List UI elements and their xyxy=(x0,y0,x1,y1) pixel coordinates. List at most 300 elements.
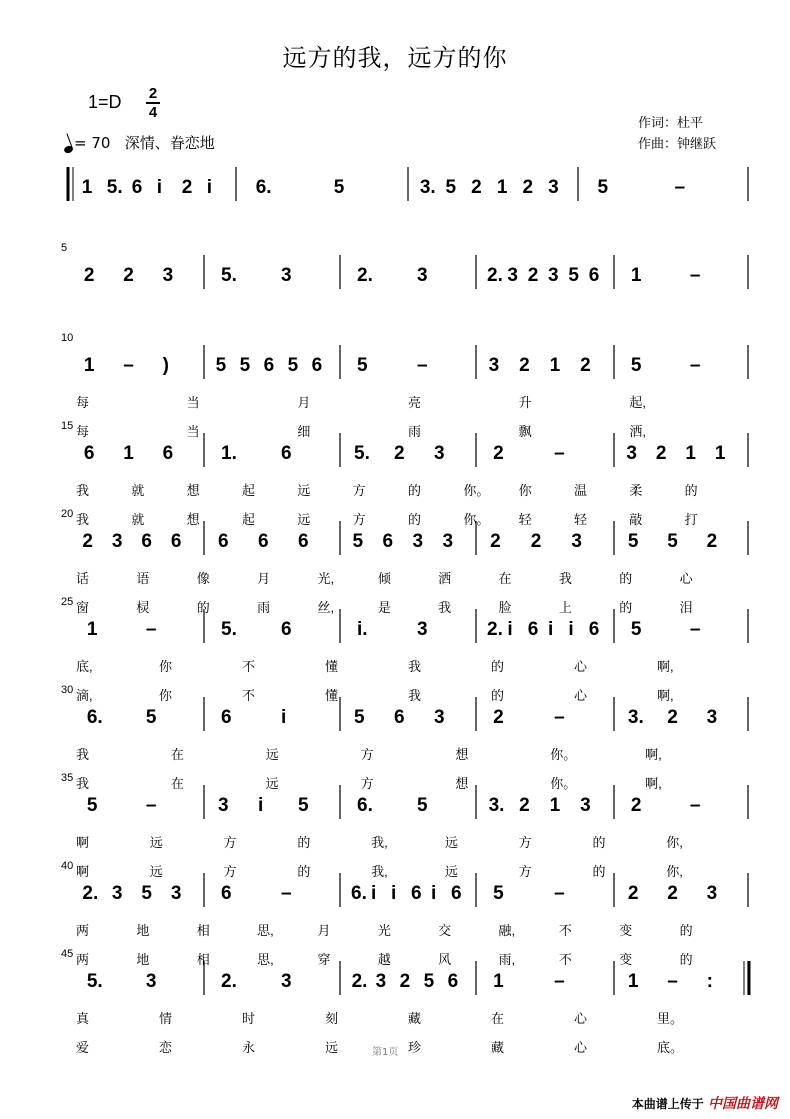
lyric-syllable: 远 xyxy=(297,512,311,527)
lyric-syllable: 底。 xyxy=(657,1040,684,1055)
note: 3 xyxy=(706,883,718,904)
note: 1. xyxy=(221,443,237,464)
note: 6 xyxy=(258,531,269,552)
note: 5 xyxy=(287,355,299,376)
lyric-syllable: 在 xyxy=(498,571,512,586)
note: 5 xyxy=(298,795,309,816)
note: i xyxy=(431,883,437,904)
lyric-syllable: 倾 xyxy=(377,571,391,586)
note: i xyxy=(206,177,213,198)
note: 6. xyxy=(357,795,373,816)
note: ) xyxy=(162,355,169,376)
note: 3 xyxy=(162,265,174,286)
note: i xyxy=(568,619,574,640)
lyric-syllable: 方 xyxy=(223,864,237,879)
note: 2. xyxy=(357,265,373,286)
lyric-syllable: 的 xyxy=(679,923,693,938)
note: 6 xyxy=(170,531,182,552)
note: i xyxy=(371,883,377,904)
note: 3 xyxy=(571,531,583,552)
note: 3 xyxy=(281,971,292,992)
lyric-syllable: 真 xyxy=(76,1011,90,1026)
lyric-syllable: 时 xyxy=(242,1011,256,1026)
measure-number: 35 xyxy=(61,772,74,784)
lyric-syllable: 你。 xyxy=(550,776,577,791)
footer-text: 本曲谱上传于 xyxy=(631,1097,704,1111)
measure-number: 20 xyxy=(61,508,74,520)
lyric-syllable: 每 xyxy=(76,424,90,439)
note: 5 xyxy=(423,971,435,992)
lyric-syllable: 语 xyxy=(136,571,150,586)
lyric-syllable: 啊, xyxy=(645,747,662,762)
note: 3 xyxy=(170,883,182,904)
lyric-syllable: 的 xyxy=(196,600,210,615)
lyric-syllable: 的 xyxy=(297,835,311,850)
note: – xyxy=(689,619,701,640)
lyric-syllable: 每 xyxy=(76,395,90,410)
page-number: 第1页 xyxy=(372,1047,399,1058)
lyric-syllable: 起 xyxy=(242,483,256,498)
lyric-syllable: 珍 xyxy=(408,1040,422,1055)
lyric-syllable: 泪 xyxy=(679,600,693,615)
lyric-syllable: 不 xyxy=(242,659,256,674)
note: – xyxy=(689,795,701,816)
lyric-syllable: 升 xyxy=(518,395,532,410)
lyric-syllable: 起 xyxy=(242,512,256,527)
note: 2 xyxy=(630,795,642,816)
note: 5 xyxy=(357,355,368,376)
lyric-syllable: 的 xyxy=(491,659,505,674)
note: 5 xyxy=(493,883,504,904)
lyric-syllable: 思, xyxy=(257,952,274,967)
lyric-syllable: 的 xyxy=(619,600,633,615)
lyric-syllable: 我, xyxy=(371,835,388,850)
lyric-syllable: 变 xyxy=(619,923,633,938)
note: i xyxy=(258,795,264,816)
lyric-syllable: 丝, xyxy=(317,600,335,615)
lyric-syllable: 穿 xyxy=(317,952,331,967)
lyric-syllable: 相 xyxy=(196,923,210,938)
lyric-syllable: 心 xyxy=(574,1011,588,1026)
note: – xyxy=(554,883,565,904)
lyric-syllable: 你 xyxy=(159,688,173,703)
lyric-syllable: 融, xyxy=(498,923,516,938)
note: 6 xyxy=(281,619,292,640)
lyric-syllable: 的 xyxy=(408,512,422,527)
note: 2 xyxy=(181,177,193,198)
lyric-syllable: 起, xyxy=(629,395,646,410)
lyric-syllable: 交 xyxy=(438,923,452,938)
note: 5 xyxy=(86,795,98,816)
note: 3. xyxy=(488,795,505,816)
note: 3 xyxy=(417,619,428,640)
lyric-syllable: 月 xyxy=(257,571,271,586)
lyric-syllable: 的 xyxy=(491,688,505,703)
note: 1 xyxy=(81,177,93,198)
note: 2 xyxy=(530,531,542,552)
note: – xyxy=(674,177,686,198)
note: 3 xyxy=(580,795,591,816)
note: 3 xyxy=(412,531,424,552)
note: 1 xyxy=(630,265,642,286)
note: 2 xyxy=(706,531,718,552)
note: 3 xyxy=(218,795,229,816)
note: – xyxy=(554,707,565,728)
measure-number: 10 xyxy=(61,332,74,344)
lyric-syllable: 打 xyxy=(684,512,698,527)
note: 1 xyxy=(496,177,508,198)
lyric-syllable: 你。 xyxy=(463,512,490,527)
lyric-syllable: 你 xyxy=(159,659,173,674)
lyric-syllable: 变 xyxy=(619,952,633,967)
note: i xyxy=(281,707,287,728)
lyric-syllable: 方 xyxy=(352,483,366,498)
note: 6 xyxy=(218,531,229,552)
note: 3 xyxy=(507,265,518,286)
lyric-syllable: 我 xyxy=(408,688,422,703)
lyric-syllable: 温 xyxy=(574,483,588,498)
lyric-syllable: 我 xyxy=(76,512,90,527)
lyric-syllable: 在 xyxy=(170,747,184,762)
lyric-syllable: 啊, xyxy=(657,688,674,703)
lyric-syllable: 我 xyxy=(408,659,422,674)
lyric-syllable: 心 xyxy=(574,659,588,674)
note: 6 xyxy=(298,531,309,552)
lyric-syllable: 是 xyxy=(377,600,391,615)
lyric-syllable: 远 xyxy=(444,864,458,879)
lyric-syllable: 两 xyxy=(76,952,90,967)
lyric-syllable: 远 xyxy=(265,747,279,762)
note: 1 xyxy=(549,795,561,816)
lyric-syllable: 雨, xyxy=(498,952,516,967)
lyric-syllable: 你。 xyxy=(550,747,577,762)
lyric-syllable: 啊 xyxy=(76,835,90,850)
lyric-syllable: 轻 xyxy=(518,512,532,527)
lyric-syllable: 洒, xyxy=(629,424,646,439)
lyric-syllable: 底, xyxy=(76,659,93,674)
note: 3 xyxy=(442,531,454,552)
note: 2 xyxy=(580,355,591,376)
note: 2 xyxy=(123,265,134,286)
note: – xyxy=(689,265,701,286)
lyric-syllable: 你, xyxy=(666,835,683,850)
lyric-syllable: 我 xyxy=(558,571,572,586)
lyric-syllable: 洒 xyxy=(438,571,452,586)
note: 2 xyxy=(493,707,504,728)
lyric-syllable: 想 xyxy=(186,512,200,527)
note: 5. xyxy=(106,177,123,198)
note: 3 xyxy=(548,265,559,286)
note: 6 xyxy=(311,355,323,376)
note: 2 xyxy=(394,443,405,464)
note: 5. xyxy=(221,265,237,286)
lyric-syllable: 像 xyxy=(196,571,210,586)
note: 2. xyxy=(82,883,99,904)
note: 2 xyxy=(493,443,504,464)
note: 6 xyxy=(588,265,600,286)
lyric-syllable: 想 xyxy=(455,776,469,791)
lyric-syllable: 里。 xyxy=(657,1011,684,1026)
note: i. xyxy=(357,619,368,640)
expression-text: 深情、眷恋地 xyxy=(124,134,215,152)
note: 3 xyxy=(706,707,718,728)
note: 5. xyxy=(221,619,237,640)
lyric-syllable: 我 xyxy=(76,776,90,791)
note: 6 xyxy=(221,707,232,728)
note: 6 xyxy=(411,883,422,904)
note: 3 xyxy=(111,531,123,552)
note: 1 xyxy=(86,619,98,640)
lyric-syllable: 啊, xyxy=(657,659,674,674)
note: 2 xyxy=(655,443,667,464)
lyric-syllable: 的 xyxy=(592,864,606,879)
lyric-syllable: 心 xyxy=(574,1040,588,1055)
meter-bottom: 4 xyxy=(148,104,158,121)
note: 3 xyxy=(626,443,638,464)
measure-number: 30 xyxy=(61,684,74,696)
note: 6 xyxy=(527,619,539,640)
lyric-syllable: 的 xyxy=(592,835,606,850)
lyric-syllable: 懂 xyxy=(325,659,339,674)
lyric-syllable: 的 xyxy=(619,571,633,586)
note: 3 xyxy=(281,265,292,286)
note: 3 xyxy=(111,883,123,904)
lyric-syllable: 不 xyxy=(242,688,256,703)
note: 2 xyxy=(667,883,678,904)
lyric-syllable: 的 xyxy=(297,864,311,879)
lyric-syllable: 方 xyxy=(223,835,237,850)
note: 2. xyxy=(221,971,237,992)
note: 5 xyxy=(445,177,457,198)
lyric-syllable: 恋 xyxy=(159,1040,173,1055)
measure-number: 40 xyxy=(61,860,74,872)
lyric-syllable: 月 xyxy=(317,923,331,938)
lyric-syllable: 当 xyxy=(186,395,200,410)
lyric-syllable: 远 xyxy=(149,864,163,879)
lyric-syllable: 藏 xyxy=(408,1011,422,1026)
meter-top: 2 xyxy=(148,85,158,102)
lyric-syllable: 想 xyxy=(455,747,469,762)
note: 5 xyxy=(239,355,251,376)
note: 2 xyxy=(519,795,530,816)
note: 2 xyxy=(519,355,530,376)
lyric-syllable: 的 xyxy=(408,483,422,498)
lyricist-credit: 作词：杜平 xyxy=(638,116,704,131)
page-title: 远方的我，远方的你 xyxy=(282,44,508,72)
note: 2 xyxy=(83,265,95,286)
note: – xyxy=(417,355,428,376)
note: – xyxy=(145,795,157,816)
lyric-syllable: 窗 xyxy=(76,600,90,615)
lyric-syllable: 远 xyxy=(149,835,163,850)
note: 3 xyxy=(434,707,445,728)
note: 5 xyxy=(352,531,364,552)
note: i xyxy=(391,883,397,904)
lyric-syllable: 思, xyxy=(257,923,274,938)
note: 5 xyxy=(667,531,678,552)
note: i xyxy=(548,619,554,640)
lyric-syllable: 相 xyxy=(196,952,210,967)
note: 2. xyxy=(487,619,503,640)
lyric-syllable: 滴, xyxy=(76,688,93,703)
lyric-syllable: 上 xyxy=(558,600,572,615)
note: 6. xyxy=(351,883,367,904)
note: 6 xyxy=(588,619,600,640)
lyric-syllable: 光 xyxy=(377,923,391,938)
lyric-syllable: 远 xyxy=(265,776,279,791)
note: 5. xyxy=(354,443,370,464)
note: – xyxy=(667,971,678,992)
note: 5 xyxy=(597,177,609,198)
lyric-syllable: 不 xyxy=(558,952,572,967)
key-signature: 1=D xyxy=(88,92,122,112)
note: 5 xyxy=(354,707,365,728)
lyric-syllable: 的 xyxy=(684,483,698,498)
lyric-syllable: 在 xyxy=(491,1011,505,1026)
lyric-syllable: 雨 xyxy=(408,424,422,439)
lyric-syllable: 方 xyxy=(518,835,532,850)
lyric-syllable: 爱 xyxy=(76,1040,90,1055)
lyric-syllable: 的 xyxy=(679,952,693,967)
lyric-syllable: 心 xyxy=(679,571,693,586)
note: 6 xyxy=(447,971,459,992)
note: 3 xyxy=(145,971,157,992)
lyric-syllable: 想 xyxy=(186,483,200,498)
note: 6. xyxy=(255,177,272,198)
note: 1 xyxy=(549,355,561,376)
tempo-value: = 70 xyxy=(74,134,111,152)
lyric-syllable: 越 xyxy=(377,952,391,967)
lyric-syllable: 藏 xyxy=(491,1040,505,1055)
note: 3 xyxy=(417,265,428,286)
note: – xyxy=(281,883,292,904)
composer-credit: 作曲：钟继跃 xyxy=(638,137,717,152)
lyric-syllable: 你。 xyxy=(463,483,490,498)
lyric-syllable: 两 xyxy=(76,923,90,938)
note: 6 xyxy=(83,443,95,464)
lyric-syllable: 你, xyxy=(666,864,683,879)
lyric-syllable: 地 xyxy=(136,923,150,938)
note: 2 xyxy=(527,265,539,286)
measure-number: 5 xyxy=(61,242,68,254)
note: – xyxy=(145,619,157,640)
note: 2. xyxy=(351,971,368,992)
note: 2. xyxy=(487,265,503,286)
note: 5 xyxy=(145,707,157,728)
note: i xyxy=(156,177,163,198)
note: – xyxy=(554,971,565,992)
lyric-syllable: 就 xyxy=(131,483,145,498)
note: 6 xyxy=(221,883,232,904)
lyric-syllable: 敲 xyxy=(629,512,643,527)
lyric-syllable: 刻 xyxy=(325,1011,339,1026)
lyric-syllable: 风 xyxy=(438,952,452,967)
lyric-syllable: 心 xyxy=(574,688,588,703)
lyric-syllable: 远 xyxy=(444,835,458,850)
note: 5 xyxy=(215,355,227,376)
lyric-syllable: 永 xyxy=(242,1040,256,1055)
lyric-syllable: 懂 xyxy=(325,688,339,703)
lyric-syllable: 远 xyxy=(325,1040,339,1055)
note: 1 xyxy=(83,355,95,376)
note: 6 xyxy=(162,443,174,464)
lyric-syllable: 方 xyxy=(352,512,366,527)
note: 2 xyxy=(82,531,94,552)
lyric-syllable: 话 xyxy=(76,571,90,586)
note: 6 xyxy=(263,355,275,376)
measure-number: 25 xyxy=(61,596,74,608)
lyric-syllable: 柔 xyxy=(629,483,643,498)
note: – xyxy=(123,355,134,376)
note: 1 xyxy=(685,443,697,464)
note: 3 xyxy=(488,355,500,376)
note: 2 xyxy=(627,883,639,904)
lyric-syllable: 远 xyxy=(297,483,311,498)
note: 5 xyxy=(627,531,639,552)
note: 5 xyxy=(417,795,428,816)
note: 5 xyxy=(568,265,579,286)
note: 5. xyxy=(86,971,103,992)
note: 6 xyxy=(141,531,153,552)
lyric-syllable: 方 xyxy=(360,776,374,791)
note: 2 xyxy=(471,177,482,198)
lyric-syllable: 光, xyxy=(317,571,335,586)
measure-number: 45 xyxy=(61,948,74,960)
lyric-syllable: 在 xyxy=(170,776,184,791)
note: 2 xyxy=(667,707,678,728)
lyric-syllable: 方 xyxy=(360,747,374,762)
note: 6 xyxy=(451,883,462,904)
note: 1 xyxy=(714,443,726,464)
lyric-syllable: 你 xyxy=(518,483,532,498)
note: 6 xyxy=(382,531,394,552)
lyric-syllable: 情 xyxy=(159,1011,173,1026)
note: 3 xyxy=(548,177,559,198)
footer-credit xyxy=(632,1093,778,1113)
measure-number: 15 xyxy=(61,420,74,432)
note: 6. xyxy=(86,707,103,728)
note: 3. xyxy=(419,177,436,198)
note: 2 xyxy=(490,531,501,552)
note: 2 xyxy=(399,971,411,992)
lyric-syllable: 月 xyxy=(297,395,311,410)
note: 3. xyxy=(627,707,644,728)
note: 5 xyxy=(630,355,642,376)
note: i xyxy=(507,619,513,640)
lyric-syllable: 就 xyxy=(131,512,145,527)
note: 1 xyxy=(123,443,134,464)
note: 1 xyxy=(493,971,504,992)
lyric-syllable: 地 xyxy=(136,952,150,967)
lyric-syllable: 棂 xyxy=(136,600,150,615)
note: – xyxy=(689,355,701,376)
lyric-syllable: 细 xyxy=(297,424,311,439)
lyric-syllable: 脸 xyxy=(498,600,512,615)
note: 3 xyxy=(375,971,387,992)
lyric-syllable: 啊 xyxy=(76,864,90,879)
lyric-syllable: 我, xyxy=(371,864,388,879)
lyric-syllable: 不 xyxy=(558,923,572,938)
note: 3 xyxy=(434,443,445,464)
lyric-syllable: 雨 xyxy=(257,600,271,615)
lyric-syllable: 方 xyxy=(518,864,532,879)
lyric-syllable: 飘 xyxy=(518,424,532,439)
lyric-syllable: 我 xyxy=(76,747,90,762)
lyric-syllable: 啊, xyxy=(645,776,662,791)
lyric-syllable: 轻 xyxy=(574,512,588,527)
note: 5 xyxy=(333,177,345,198)
lyric-syllable: 亮 xyxy=(408,395,422,410)
